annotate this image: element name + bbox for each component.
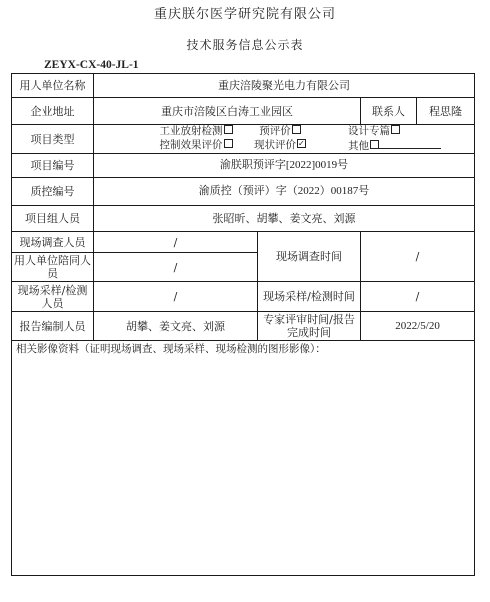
sampling-staff-label: 现场采样/检测人员 [12, 282, 94, 312]
team-label: 项目组人员 [12, 206, 94, 232]
row-address [12, 98, 475, 125]
review-time-value: 2022/5/20 [361, 312, 475, 341]
project-type-options [94, 125, 475, 154]
option-control-effect[interactable] [152, 139, 240, 153]
survey-time-label: 现场调查时间 [258, 232, 361, 282]
document-code: ZEYX-CX-40-JL-1 [44, 59, 139, 71]
row-report [12, 312, 475, 341]
checkbox-pre-evaluation[interactable] [292, 125, 301, 134]
row-qc-no [12, 178, 475, 206]
project-no-label: 项目编号 [12, 154, 94, 178]
option-label: 现状评价 [254, 139, 297, 151]
option-pre-evaluation[interactable] [240, 125, 320, 138]
project-no-value: 渝朕职预评字[2022]0019号 [94, 154, 475, 178]
address-value: 重庆市涪陵区白涛工业园区 [94, 98, 361, 125]
checkbox-other[interactable] [370, 140, 379, 149]
project-type-label: 项目类型 [12, 125, 94, 154]
photos-area [12, 341, 475, 576]
other-blank-line[interactable] [379, 139, 441, 149]
employer-value: 重庆涪陵聚光电力有限公司 [94, 74, 475, 98]
contact-cell [361, 98, 475, 125]
survey-staff-label: 现场调查人员 [12, 232, 94, 253]
accompany-label: 用人单位陪同人员 [12, 253, 94, 282]
option-label: 设计专篇 [348, 125, 391, 137]
row-project-type [12, 125, 475, 154]
row-project-no [12, 154, 475, 178]
document-title: 技术服务信息公示表 [186, 38, 304, 52]
option-other[interactable] [320, 139, 416, 153]
sampling-staff-value: / [94, 282, 258, 312]
checkbox-design-chapter[interactable] [391, 125, 400, 134]
sampling-time-label: 现场采样/检测时间 [258, 282, 361, 312]
report-staff-label: 报告编制人员 [12, 312, 94, 341]
checkbox-status-evaluation[interactable] [297, 139, 306, 148]
survey-time-value: / [361, 232, 475, 282]
option-label: 预评价 [259, 125, 291, 137]
review-time-label: 专家评审时间/报告完成时间 [258, 312, 361, 341]
row-team [12, 206, 475, 232]
organization-title: 重庆朕尔医学研究院有限公司 [153, 7, 336, 22]
row-survey-staff [12, 232, 475, 253]
survey-staff-value: / [94, 232, 258, 253]
option-label: 控制效果评价 [159, 139, 223, 151]
qc-no-value: 渝质控（预评）字（2022）00187号 [94, 178, 475, 206]
employer-label: 用人单位名称 [12, 74, 94, 98]
accompany-value: / [94, 253, 258, 282]
checkbox-industrial-radiation[interactable] [224, 125, 233, 134]
sampling-time-value: / [361, 282, 475, 312]
option-status-evaluation[interactable] [240, 139, 320, 153]
team-value: 张昭昕、胡攀、姜文亮、刘源 [94, 206, 475, 232]
option-design-chapter[interactable] [320, 125, 416, 138]
option-label: 其他 [348, 140, 370, 152]
option-label: 工业放射检测 [159, 125, 223, 137]
option-industrial-radiation[interactable] [152, 125, 240, 138]
row-photos [12, 341, 475, 576]
address-label: 企业地址 [12, 98, 94, 125]
row-employer [12, 74, 475, 98]
contact-value: 程思隆 [429, 104, 463, 118]
photos-label: 相关影像资料（证明现场调查、现场采样、现场检测的图形影像）： [16, 343, 326, 355]
qc-no-label: 质控编号 [12, 178, 94, 206]
info-table [11, 73, 475, 576]
report-staff-value: 胡攀、姜文亮、刘源 [94, 312, 258, 341]
contact-label: 联系人 [361, 98, 417, 124]
row-sampling [12, 282, 475, 312]
checkbox-control-effect[interactable] [224, 139, 233, 148]
